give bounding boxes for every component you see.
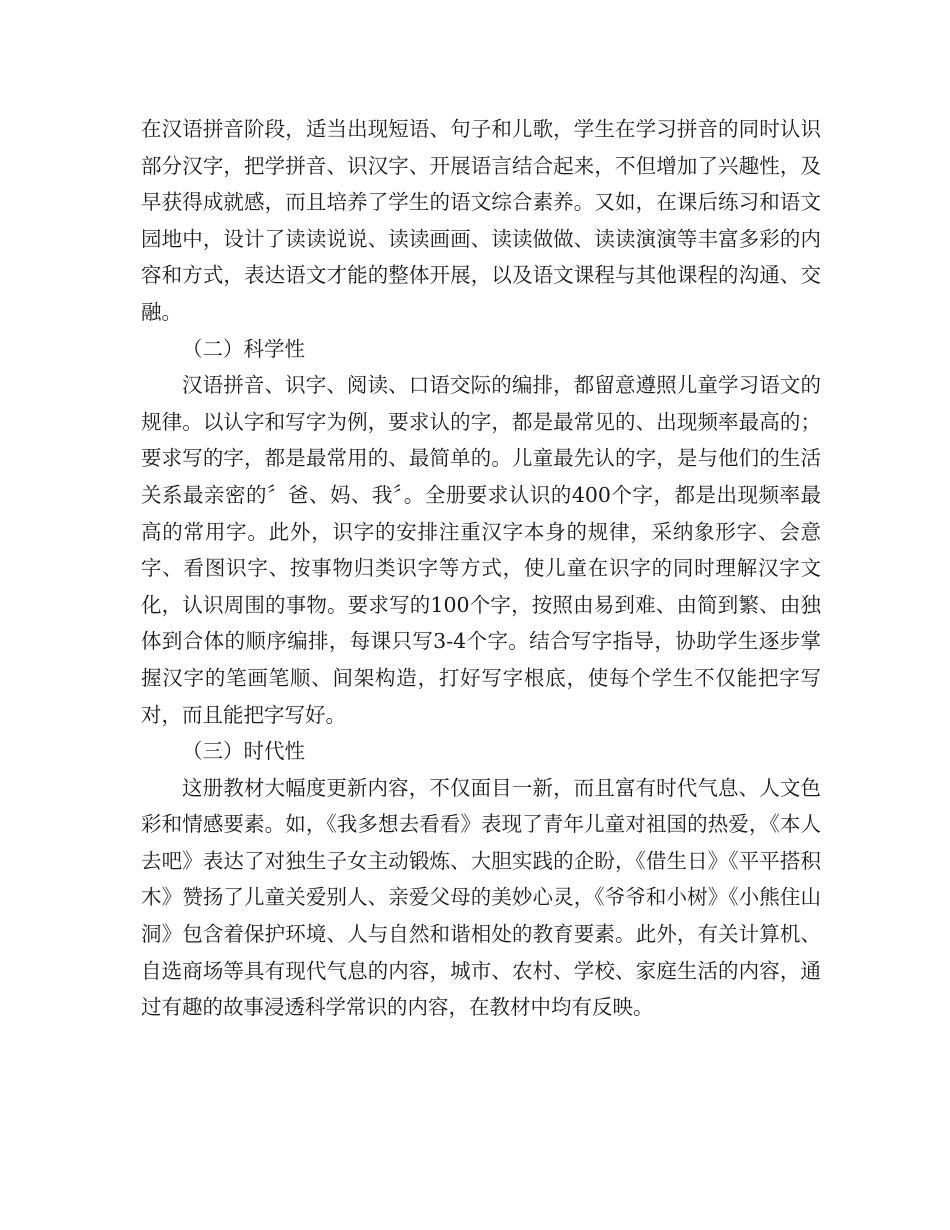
paragraph-scientific: 汉语拼音、识字、阅读、口语交际的编排，都留意遵照儿童学习语文的规律。以认字和写字为例，要求认的字，都是最常见的、出现频率最高的；要求写的字，都是最常用的、最简单的。儿童最先认的字，是与他们的生活关系最亲密的〞爸、妈、我〞。全册要求认识的400个字，都是出现频率最高的常用字。此外，识字的安排注重汉字本身的规律，采纳象形字、会意字、看图识字、按事物归类识字等方式，使儿童在识字的同时理解汉字文化，认识周围的事物。要求写的100个字，按照由易到难、由简到繁、由独体到合体的顺序编排，每课只写3-4个字。结合写字指导，协助学生逐步掌握汉字的笔画笔顺、间架构造，打好写字根底，使每个学生不仅能把字写对，而且能把字写好。: [141, 373, 821, 727]
paragraph-contemporary: 这册教材大幅度更新内容，不仅面目一新，而且富有时代气息、人文色彩和情感要素。如，《我多想去看看》表现了青年儿童对祖国的热爱，《本人去吧》表达了对独生子女主动锻炼、大胆实践的企盼，《借生日》《平平搭积木》赞扬了儿童关爱别人、亲爱父母的美妙心灵，《爷爷和小树》《小熊住山洞》包含着保护环境、人与自然和谐相处的教育要素。此外，有关计算机、自选商场等具有现代气息的内容，城市、农村、学校、家庭生活的内容，通过有趣的故事浸透科学常识的内容，在教材中均有反映。: [141, 775, 821, 1020]
section-heading-scientific: （二）科学性: [182, 336, 305, 361]
document-body: [141, 111, 821, 1026]
section-heading-contemporary: （三）时代性: [182, 739, 305, 764]
paragraph-pinyin-stage: 在汉语拼音阶段，适当出现短语、句子和儿歌，学生在学习拼音的同时认识部分汉字，把学拼音、识汉字、开展语言结合起来，不但增加了兴趣性，及早获得成就感，而且培养了学生的语文综合素养。又如，在课后练习和语文园地中，设计了读读说说、读读画画、读读做做、读读演演等丰富多彩的内容和方式，表达语文才能的整体开展，以及语文课程与其他课程的沟通、交融。: [141, 117, 821, 324]
